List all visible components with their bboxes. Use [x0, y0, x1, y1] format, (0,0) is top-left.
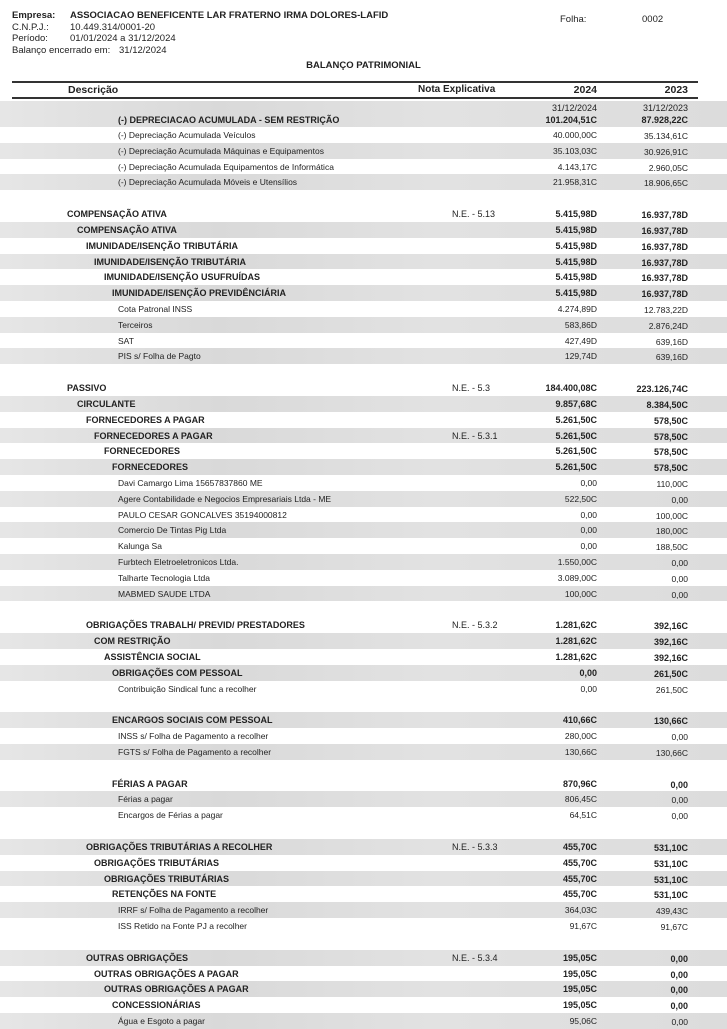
row-description: COMPENSAÇÃO ATIVA	[77, 224, 177, 235]
periodo-value: 01/01/2024 a 31/12/2024	[70, 33, 176, 44]
table-row	[0, 127, 727, 143]
table-row	[0, 348, 727, 364]
row-value-2023: 0,00	[671, 811, 688, 822]
row-value-2024: 1.281,62C	[555, 651, 597, 662]
table-row	[0, 428, 727, 444]
row-description: ENCARGOS SOCIAIS COM PESSOAL	[112, 715, 273, 726]
row-value-2023: 0,00	[670, 779, 688, 790]
table-row	[0, 159, 727, 175]
row-description: OBRIGAÇÕES TRIBUTÁRIAS A RECOLHER	[86, 842, 273, 853]
row-description: Furbtech Eletroeletronicos Ltda.	[118, 556, 239, 567]
table-row	[0, 966, 727, 982]
row-value-2024: 0,00	[579, 667, 597, 678]
row-value-2023: 0,00	[670, 985, 688, 996]
row-value-2024: 129,74D	[564, 351, 597, 362]
row-description: IMUNIDADE/ISENÇÃO TRIBUTÁRIA	[94, 256, 246, 267]
row-description: Água e Esgoto a pagar	[118, 1016, 205, 1027]
row-value-2024: 40.000,00C	[553, 130, 597, 140]
spacer-row	[0, 934, 727, 950]
row-description: PIS s/ Folha de Pagto	[118, 351, 201, 362]
table-row	[0, 570, 727, 586]
row-value-2023: 261,50C	[653, 668, 688, 679]
table-row	[0, 839, 727, 855]
row-value-2023: 30.926,91C	[644, 146, 688, 157]
table-row	[0, 101, 727, 127]
empresa-label: Empresa:	[12, 10, 56, 21]
row-value-2023: 578,50C	[653, 431, 688, 442]
row-nota: N.E. - 5.13	[452, 209, 496, 220]
table-row	[0, 554, 727, 570]
row-value-2024: 5.415,98D	[555, 240, 597, 251]
row-value-2023: 392,16C	[653, 652, 688, 663]
row-description: PAULO CESAR GONCALVES 35194000812	[118, 509, 287, 520]
table-row	[0, 950, 727, 966]
row-value-2024: 95,06C	[569, 1016, 597, 1027]
spacer-row	[0, 760, 727, 776]
row-value-2023: 223.126,74C	[636, 384, 688, 395]
row-value-2024: 364,03C	[564, 905, 597, 916]
row-description: Encargos de Férias a pagar	[118, 810, 223, 821]
row-description: INSS s/ Folha de Pagamento a recolher	[118, 731, 269, 742]
row-description: (-) DEPRECIACAO ACUMULADA - SEM RESTRIÇÃO	[118, 115, 340, 125]
row-description: (-) Depreciação Acumulada Móveis e Utensílios	[118, 177, 298, 188]
column-header-nota: Nota Explicativa	[418, 84, 496, 95]
row-description: OUTRAS OBRIGAÇÕES	[86, 952, 189, 963]
table-row	[0, 443, 727, 459]
row-value-2023: 16.937,78D	[641, 241, 688, 252]
table-row	[0, 791, 727, 807]
row-nota: N.E. - 5.3.2	[452, 620, 498, 631]
row-value-2024: 806,45C	[564, 794, 597, 805]
column-header-2023: 2023	[664, 84, 688, 96]
row-description: COMPENSAÇÃO ATIVA	[67, 209, 167, 220]
table-row	[0, 981, 727, 997]
table-row	[0, 633, 727, 649]
row-value-2024: 1.281,62C	[555, 620, 597, 631]
row-value-2024: 5.415,98D	[555, 224, 597, 235]
table-row	[0, 1013, 727, 1029]
row-value-2023: 18.906,65C	[644, 178, 688, 189]
row-nota: N.E. - 5.3	[452, 383, 491, 394]
row-value-2024: 1.281,62C	[555, 636, 597, 647]
row-value-2024: 455,70C	[562, 889, 597, 900]
row-value-2023: 0,00	[671, 494, 688, 505]
row-value-2024: 0,00	[580, 683, 597, 694]
row-description: CONCESSIONÁRIAS	[112, 1000, 201, 1011]
table-row	[0, 712, 727, 728]
row-value-2023: 12.783,22D	[644, 304, 688, 315]
page-title: BALANÇO PATRIMONIAL	[306, 60, 421, 71]
table-row	[0, 254, 727, 270]
row-value-2024: 3.089,00C	[557, 572, 597, 583]
row-value-2024: 5.261,50C	[555, 414, 597, 425]
table-row	[0, 238, 727, 254]
row-value-2024: 64,51C	[569, 810, 597, 821]
table-row	[0, 855, 727, 871]
empresa-name: ASSOCIACAO BENEFICENTE LAR FRATERNO IRMA DOLORES-LAFID	[70, 10, 389, 21]
row-value-2023: 0,00	[670, 969, 688, 980]
row-nota: N.E. - 5.3.3	[452, 842, 498, 853]
row-nota: N.E. - 5.3.1	[452, 430, 498, 441]
row-description: FORNECEDORES	[104, 446, 181, 457]
row-value-2024: 9.857,68C	[555, 398, 597, 409]
row-value-2024: 0,00	[580, 525, 597, 536]
row-description: FORNECEDORES	[112, 462, 189, 473]
row-value-2023: 392,16C	[653, 621, 688, 632]
row-description: IMUNIDADE/ISENÇÃO USUFRUÍDAS	[104, 272, 261, 283]
document-header	[12, 10, 388, 56]
row-value-2023: 110,00C	[656, 478, 688, 489]
table-row	[0, 285, 727, 301]
row-description: Agere Contabilidade e Negocios Empresariais Ltda - ME	[118, 493, 332, 504]
row-value-2024: 4.143,17C	[557, 161, 597, 172]
row-value-2024: 870,96C	[562, 778, 597, 789]
table-row	[0, 744, 727, 760]
folha-label: Folha:	[560, 14, 587, 25]
row-value-2023: 531,10C	[653, 858, 688, 869]
row-description: OBRIGAÇÕES COM PESSOAL	[112, 667, 243, 678]
row-description: FGTS s/ Folha de Pagamento a recolher	[118, 746, 272, 757]
row-description: MABMED SAUDE LTDA	[118, 588, 211, 599]
row-value-2023: 35.134,61C	[644, 131, 688, 141]
row-description: Kalunga Sa	[118, 541, 162, 552]
row-value-2024: 0,00	[580, 477, 597, 488]
row-value-2024: 195,05C	[562, 952, 597, 963]
row-value-2024: 130,66C	[564, 746, 597, 757]
row-description: IMUNIDADE/ISENÇÃO PREVIDÊNCIÁRIA	[112, 288, 287, 299]
table-row	[0, 412, 727, 428]
row-value-2024: 410,66C	[562, 715, 597, 726]
row-value-2024: 184.400,08C	[545, 383, 597, 394]
row-nota: N.E. - 5.3.4	[452, 952, 498, 963]
row-value-2023: 180,00C	[655, 526, 688, 537]
spacer-row	[0, 364, 727, 380]
row-value-2024: 195,05C	[562, 1000, 597, 1011]
table-row	[0, 317, 727, 333]
table-row	[0, 886, 727, 902]
table-row	[0, 997, 727, 1013]
row-value-2024: 0,00	[580, 509, 597, 520]
row-value-2023: 0,00	[670, 1001, 688, 1012]
row-value-2024: 5.415,98D	[555, 272, 597, 283]
row-value-2023: 16.937,78D	[641, 257, 688, 268]
table-row	[0, 143, 727, 159]
table-row	[0, 617, 727, 633]
row-value-2024: 21.958,31C	[553, 177, 597, 188]
row-description: (-) Depreciação Acumulada Veículos	[118, 130, 256, 140]
row-description: OBRIGAÇÕES TRABALH/ PREVID/ PRESTADORES	[86, 620, 305, 631]
row-value-2023: 639,16D	[655, 352, 688, 363]
row-description: IMUNIDADE/ISENÇÃO TRIBUTÁRIA	[86, 240, 238, 251]
row-description: OBRIGAÇÕES TRIBUTÁRIAS	[104, 873, 230, 884]
row-description: Contribuição Sindical func a recolher	[118, 683, 257, 694]
row-description: SAT	[118, 335, 134, 346]
spacer-row	[0, 696, 727, 712]
row-description: Talharte Tecnologia Ltda	[118, 572, 210, 583]
table-row	[0, 491, 727, 507]
row-value-2023: 578,50C	[653, 447, 688, 458]
spacer-row	[0, 601, 727, 617]
row-value-2024: 5.261,50C	[555, 462, 597, 473]
row-value-2023: 0,00	[671, 732, 688, 743]
row-value-2024: 5.261,50C	[555, 430, 597, 441]
row-value-2023: 392,16C	[653, 637, 688, 648]
periodo-label: Período:	[12, 33, 48, 44]
row-value-2024: 455,70C	[562, 857, 597, 868]
row-description: COM RESTRIÇÃO	[94, 636, 171, 647]
row-value-2023: 87.928,22C	[641, 115, 688, 125]
column-header-2024: 2024	[573, 84, 597, 96]
row-value-2023: 16.937,78D	[641, 210, 688, 221]
spacer-row	[0, 190, 727, 206]
row-value-2023: 439,43C	[655, 906, 688, 917]
row-value-2023: 531,10C	[653, 874, 688, 885]
row-value-2023: 531,10C	[653, 843, 688, 854]
row-value-2024: 455,70C	[562, 873, 597, 884]
row-value-2023: 16.937,78D	[641, 225, 688, 236]
row-value-2023: 100,00C	[655, 510, 688, 521]
row-date-2024: 31/12/2024	[551, 103, 597, 113]
table-row	[0, 681, 727, 697]
encerrado-value: 31/12/2024	[119, 44, 167, 56]
row-value-2023: 16.937,78D	[641, 273, 688, 284]
cnpj-label: C.N.P.J.:	[12, 21, 49, 33]
row-value-2023: 188,50C	[655, 542, 688, 553]
row-value-2024: 35.103,03C	[553, 145, 597, 156]
row-description: RETENÇÕES NA FONTE	[112, 889, 217, 900]
table-row	[0, 649, 727, 665]
row-description: FORNECEDORES A PAGAR	[94, 430, 213, 441]
table-row	[0, 538, 727, 554]
header-top-rule	[12, 81, 698, 83]
row-description: (-) Depreciação Acumulada Equipamentos de Informática	[118, 161, 334, 172]
row-value-2024: 427,49D	[564, 335, 597, 346]
row-description: ISS Retido na Fonte PJ a recolher	[118, 921, 247, 932]
row-value-2023: 639,16D	[655, 336, 688, 347]
row-value-2024: 195,05C	[562, 984, 597, 995]
row-date-2023: 31/12/2023	[642, 103, 688, 113]
row-value-2023: 0,00	[671, 557, 688, 568]
row-value-2023: 0,00	[671, 1017, 688, 1028]
row-description: FÉRIAS A PAGAR	[112, 778, 188, 789]
row-description: CIRCULANTE	[77, 398, 136, 409]
table-row	[0, 475, 727, 491]
row-value-2024: 583,86D	[564, 319, 597, 330]
row-value-2024: 0,00	[580, 541, 597, 552]
row-value-2024: 195,05C	[562, 968, 597, 979]
row-value-2024: 5.415,98D	[555, 256, 597, 267]
row-value-2023: 2.876,24D	[648, 320, 688, 331]
table-row	[0, 301, 727, 317]
row-value-2024: 280,00C	[564, 731, 597, 742]
row-description: PASSIVO	[67, 383, 107, 394]
row-value-2024: 4.274,89D	[557, 303, 597, 314]
table-row	[0, 459, 727, 475]
table-row	[0, 871, 727, 887]
row-value-2023: 16.937,78D	[641, 289, 688, 300]
folha-number: 0002	[642, 14, 664, 25]
cnpj-value: 10.449.314/0001-20	[70, 21, 156, 33]
row-value-2024: 5.261,50C	[555, 446, 597, 457]
row-value-2023: 130,66C	[653, 716, 688, 727]
row-description: Comercio De Tintas Pig Ltda	[118, 525, 227, 536]
table-row	[0, 902, 727, 918]
row-description: ASSISTÊNCIA SOCIAL	[104, 651, 201, 662]
table-row	[0, 396, 727, 412]
table-row	[0, 507, 727, 523]
table-row	[0, 807, 727, 823]
row-description: (-) Depreciação Acumulada Máquinas e Equipamentos	[118, 145, 325, 156]
row-value-2023: 531,10C	[653, 890, 688, 901]
row-value-2024: 91,67C	[569, 921, 597, 932]
row-description: IRRF s/ Folha de Pagamento a recolher	[118, 905, 269, 916]
row-description: OUTRAS OBRIGAÇÕES A PAGAR	[94, 968, 239, 979]
row-value-2023: 2.960,05C	[648, 162, 688, 173]
table-row	[0, 728, 727, 744]
row-value-2024: 5.415,98D	[555, 209, 597, 220]
row-value-2023: 0,00	[671, 589, 688, 600]
row-description: Cota Patronal INSS	[118, 303, 193, 314]
row-value-2024: 101.204,51C	[545, 115, 597, 125]
header-bottom-rule	[12, 97, 698, 99]
table-row	[0, 222, 727, 238]
table-row	[0, 522, 727, 538]
row-value-2023: 261,50C	[655, 684, 688, 695]
row-description: OUTRAS OBRIGAÇÕES A PAGAR	[104, 984, 249, 995]
encerrado-label: Balanço encerrado em:	[12, 44, 111, 56]
row-value-2023: 0,00	[671, 795, 688, 806]
row-value-2024: 100,00C	[564, 588, 597, 599]
table-row	[0, 918, 727, 934]
balance-sheet-table	[0, 101, 727, 1029]
row-description: Davi Camargo Lima 15657837860 ME	[118, 477, 263, 488]
column-header-descricao: Descrição	[68, 84, 119, 96]
table-row	[0, 380, 727, 396]
table-row	[0, 776, 727, 792]
table-row	[0, 269, 727, 285]
row-value-2023: 578,50C	[653, 415, 688, 426]
row-value-2023: 130,66C	[655, 747, 688, 758]
table-row	[0, 206, 727, 222]
table-row	[0, 174, 727, 190]
row-description: FORNECEDORES A PAGAR	[86, 414, 205, 425]
row-value-2023: 0,00	[671, 573, 688, 584]
table-row	[0, 333, 727, 349]
row-value-2024: 522,50C	[564, 493, 597, 504]
row-value-2024: 455,70C	[562, 842, 597, 853]
row-value-2023: 91,67C	[660, 922, 688, 933]
row-value-2023: 8.384,50C	[646, 399, 688, 410]
row-description: Férias a pagar	[118, 794, 173, 805]
row-value-2024: 5.415,98D	[555, 288, 597, 299]
row-value-2023: 0,00	[670, 953, 688, 964]
table-row	[0, 665, 727, 681]
row-value-2023: 578,50C	[653, 463, 688, 474]
table-row	[0, 586, 727, 602]
row-description: Terceiros	[118, 319, 153, 330]
row-description: OBRIGAÇÕES TRIBUTÁRIAS	[94, 857, 220, 868]
spacer-row	[0, 823, 727, 839]
row-value-2024: 1.550,00C	[557, 556, 597, 567]
